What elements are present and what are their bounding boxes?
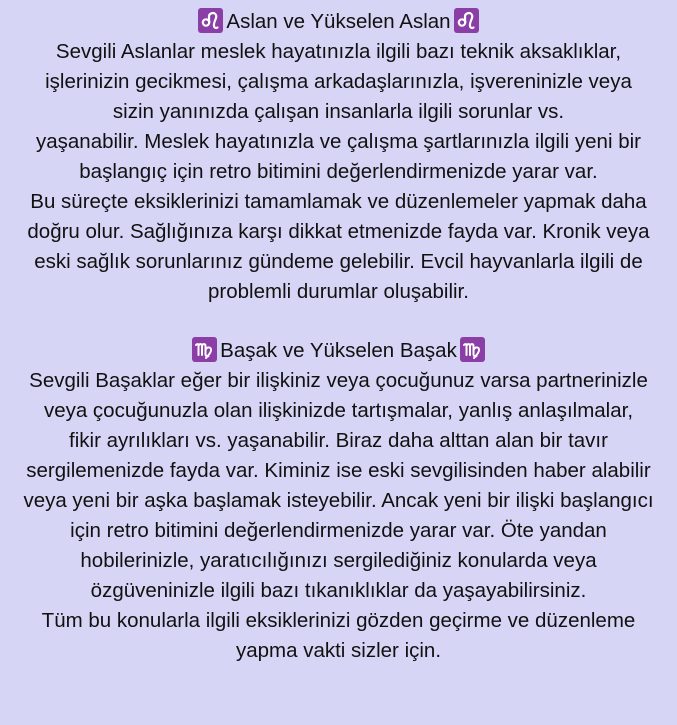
paragraph-line: Sevgili Aslanlar meslek hayatınızla ilgili bazı teknik aksaklıklar, <box>55 40 622 63</box>
paragraph-line: problemli durumlar oluşabilir. <box>208 280 469 303</box>
paragraph-line: özgüveninizle ilgili bazı tıkanıklıklar da yaşayabilirsiniz. <box>90 579 587 602</box>
leo-section <box>6 7 671 307</box>
paragraph-line: sergilemenizde fayda var. Kiminiz ise eski sevgilisinden haber alabilir <box>26 459 651 482</box>
paragraph-line: başlangıç için retro bitimini değerlendirmenizde yarar var. <box>79 160 598 183</box>
paragraph-line: hobilerinizle, yaratıcılığınızı sergilediğiniz konularda veya <box>80 549 597 572</box>
paragraph-line: eski sağlık sorunlarınız gündeme gelebilir. Evcil hayvanlarla ilgili de <box>34 250 643 273</box>
paragraph-line: Sevgili Başaklar eğer bir ilişkiniz veya çocuğunuz varsa partnerinizle <box>29 369 648 392</box>
paragraph-line: fikir ayrılıkları vs. yaşanabilir. Biraz daha alttan alan bir tavır <box>69 429 608 452</box>
section-heading <box>6 7 671 37</box>
paragraph-line: doğru olur. Sağlığınıza karşı dikkat etmenizde fayda var. Kronik veya <box>27 220 650 243</box>
paragraph-line: sizin yanınızda çalışan insanlarla ilgili sorunlar vs. <box>112 100 565 123</box>
paragraph-line: veya yeni bir aşka başlamak isteyebilir. Ancak yeni bir ilişki başlangıcı <box>23 489 654 512</box>
paragraph-line: Bu süreçte eksiklerinizi tamamlamak ve düzenlemeler yapmak daha <box>30 190 647 213</box>
leo-zodiac-icon <box>198 8 223 33</box>
virgo-zodiac-icon <box>192 337 217 362</box>
paragraph-line: Tüm bu konularla ilgili eksiklerinizi gözden geçirme ve düzenleme <box>41 609 636 632</box>
virgo-zodiac-icon <box>460 337 485 362</box>
virgo-section <box>6 336 671 666</box>
paragraph-line: yaşanabilir. Meslek hayatınızla ve çalışma şartlarınızla ilgili yeni bir <box>35 130 641 153</box>
paragraph-line: için retro bitimini değerlendirmenizde yarar var. Öte yandan <box>70 519 607 542</box>
section-title: Başak ve Yükselen Başak <box>220 339 457 362</box>
leo-zodiac-icon <box>454 8 479 33</box>
paragraph-line: veya çocuğunuzla olan ilişkinizde tartışmalar, yanlış anlaşılmalar, <box>43 399 634 422</box>
section-title: Aslan ve Yükselen Aslan <box>226 10 451 33</box>
section-heading <box>6 336 671 366</box>
paragraph-line: yapma vakti sizler için. <box>235 639 442 662</box>
paragraph-line: işlerinizin gecikmesi, çalışma arkadaşlarınızla, işvereninizle veya <box>45 70 632 93</box>
